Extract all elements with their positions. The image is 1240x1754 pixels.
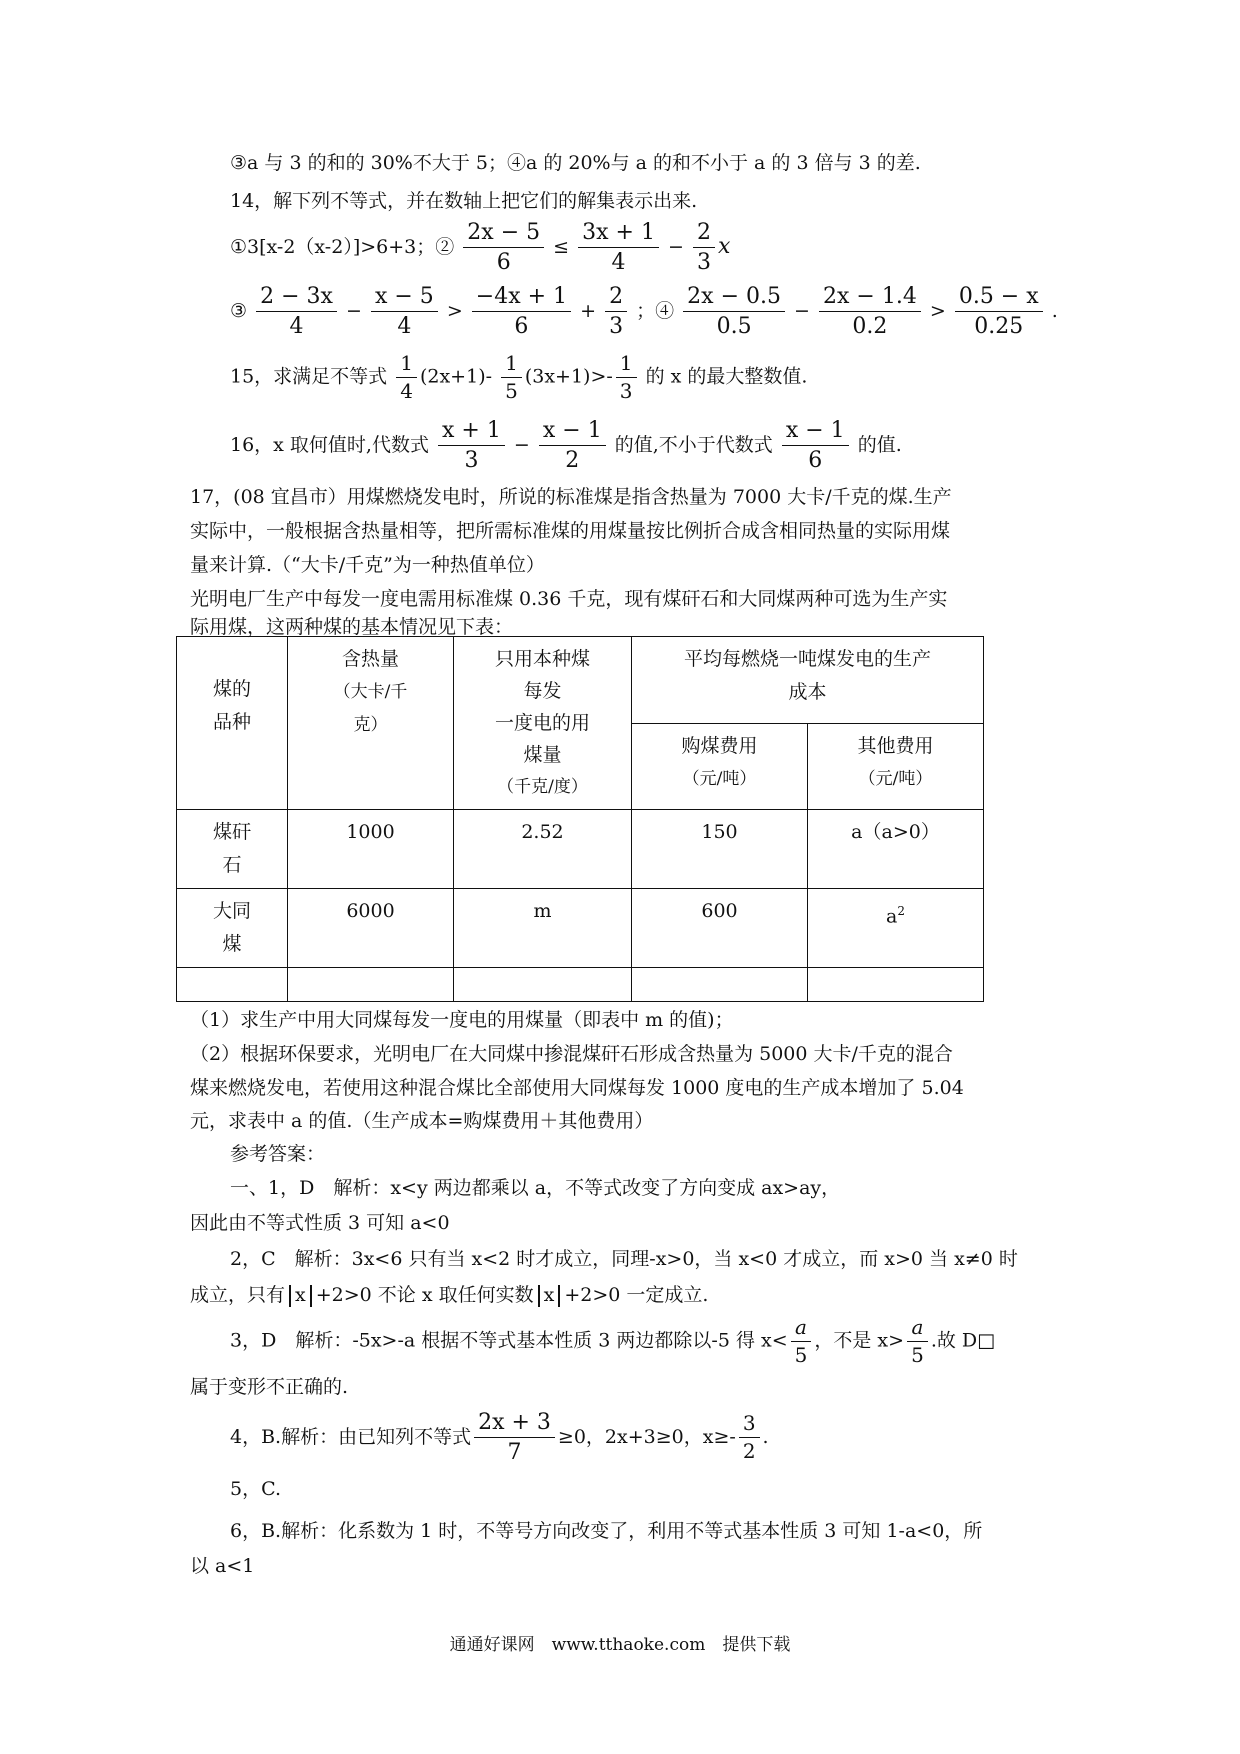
exercise-17-line-1: 17，(08 宜昌市）用煤燃烧发电时，所说的标准煤是指含热量为 7000 大卡/千克的煤.生产	[190, 486, 952, 508]
text: +2>0 一定成立.	[564, 1284, 709, 1306]
fraction	[683, 284, 785, 340]
denominator: 4	[400, 379, 413, 403]
cell-usage: 2.52	[454, 810, 632, 889]
cell-text: 石	[222, 854, 242, 876]
cell-buy-cost: 600	[632, 889, 808, 968]
text: 16，x 取何值时,代数式	[230, 433, 429, 456]
header-coal-kind	[177, 637, 288, 810]
answer-2-line-1: 2，C 解析：3x<6 只有当 x<2 时才成立，同理-x>0，当 x<0 才成立，而 x>0 当 x≠0 时	[230, 1248, 1018, 1270]
empty-cell	[454, 968, 632, 1002]
header-text: （元/吨）	[682, 768, 757, 789]
denominator: 6	[808, 448, 823, 474]
header-buy-cost	[632, 723, 808, 810]
operator: −	[668, 235, 684, 258]
denominator: 0.2	[852, 314, 888, 340]
denominator: 5	[911, 1343, 924, 1367]
numerator: x + 1	[438, 418, 505, 446]
header-text: 克）	[353, 715, 388, 735]
numerator: x − 1	[782, 418, 849, 446]
numerator: 3	[739, 1412, 760, 1438]
cell-text: 煤矸	[212, 821, 251, 843]
numerator: 1	[501, 352, 522, 378]
text: (3x+1)>-	[524, 365, 613, 388]
abs-bar	[289, 1285, 291, 1307]
cell-other-cost: a（a>0）	[808, 810, 984, 889]
table-row-empty	[177, 968, 984, 1002]
numerator: 1	[616, 352, 637, 378]
exercise-16	[230, 418, 902, 474]
fraction	[256, 284, 337, 340]
header-text: 成本	[788, 681, 827, 703]
header-text: 每发	[523, 680, 562, 702]
header-text: 含热量	[341, 648, 399, 670]
denominator: 3	[609, 314, 624, 340]
text: ；④	[636, 299, 675, 322]
denominator: 6	[514, 314, 529, 340]
denominator: 4	[289, 314, 304, 340]
numerator: 2	[693, 220, 715, 248]
operator: +	[580, 299, 597, 322]
question-1: （1）求生产中用大同煤每发一度电的用煤量（即表中 m 的值)；	[190, 1009, 734, 1031]
text: x	[295, 1284, 306, 1306]
exercise-14-row-2	[230, 284, 1058, 340]
denominator: 0.5	[716, 314, 752, 340]
numerator: 2	[605, 284, 627, 312]
header-text: 其他费用	[857, 734, 934, 757]
question-2-line-1: （2）根据环保要求，光明电厂在大同煤中掺混煤矸石形成含热量为 5000 大卡/千克的混合	[190, 1043, 953, 1065]
cell-heat: 6000	[288, 889, 454, 968]
numerator: a	[907, 1316, 928, 1342]
text: ③	[230, 299, 248, 322]
header-text: 购煤费用	[681, 734, 758, 757]
text: 成立，只有	[190, 1284, 286, 1306]
exercise-17-line-3: 量来计算.（“大卡/千克”为一种热值单位）	[190, 554, 545, 576]
fraction	[438, 418, 505, 474]
fraction	[791, 1316, 812, 1367]
table-row	[177, 889, 984, 968]
header-text: 一度电的用	[494, 712, 590, 734]
cell-heat: 1000	[288, 810, 454, 889]
numerator: −4x + 1	[472, 284, 571, 312]
numerator: x − 1	[539, 418, 606, 446]
denominator: 4	[397, 314, 412, 340]
exercise-17-line-4: 光明电厂生产中每发一度电需用标准煤 0.36 千克，现有煤矸石和大同煤两种可选为生产实	[190, 588, 948, 610]
question-2-line-2: 煤来燃烧发电，若使用这种混合煤比全部使用大同煤每发 1000 度电的生产成本增加了 5.04	[190, 1077, 964, 1099]
exercise-15	[230, 352, 807, 403]
table-header-row	[177, 637, 984, 724]
numerator: 2x + 3	[474, 1410, 555, 1438]
numerator: 1	[396, 352, 417, 378]
cell-text: 煤	[222, 933, 242, 955]
fraction	[693, 220, 715, 276]
answer-1-line-1: 一、1，D 解析：x<y 两边都乘以 a，不等式改变了方向变成 ax>ay，	[230, 1177, 841, 1199]
numerator: 2x − 0.5	[683, 284, 785, 312]
numerator: 2 − 3x	[256, 284, 337, 312]
numerator: 2x − 1.4	[819, 284, 921, 312]
fraction	[907, 1316, 928, 1367]
denominator: 0.25	[974, 314, 1024, 340]
exercise-17-line-5: 际用煤，这两种煤的基本情况见下表：	[190, 616, 514, 638]
variable: x	[717, 233, 731, 259]
numerator: a	[791, 1316, 812, 1342]
denominator: 4	[611, 250, 626, 276]
header-other-cost	[808, 723, 984, 810]
text: 15，求满足不等式	[230, 365, 388, 388]
answers-title: 参考答案：	[230, 1143, 326, 1165]
text: .故 D□	[930, 1329, 996, 1352]
fraction	[472, 284, 571, 340]
text: .	[762, 1425, 769, 1448]
header-text: （元/吨）	[858, 768, 933, 789]
exercise-17-line-2: 实际中，一般根据含热量相等，把所需标准煤的用煤量按比例折合成含相同热量的实际用煤	[190, 520, 951, 542]
empty-cell	[632, 968, 808, 1002]
abs-bar	[538, 1285, 540, 1307]
text: .	[1051, 299, 1058, 322]
denominator: 5	[794, 1343, 808, 1367]
fraction	[819, 284, 921, 340]
text: (2x+1)-	[419, 365, 493, 388]
denominator: 2	[742, 1439, 756, 1464]
denominator: 7	[507, 1440, 522, 1466]
abs-bar	[558, 1285, 560, 1307]
answer-2-line-2	[190, 1284, 708, 1307]
operator: >	[446, 299, 463, 322]
operator: ≤	[553, 235, 570, 258]
header-text: （大卡/千	[333, 682, 408, 702]
fraction	[605, 284, 627, 340]
fraction	[474, 1410, 555, 1466]
text: ，不是 x>	[814, 1329, 905, 1352]
numerator: 3x + 1	[578, 220, 659, 248]
text: ≥0，2x+3≥0，x≥-	[557, 1425, 736, 1448]
text: 3，D 解析：-5x>-a 根据不等式基本性质 3 两边都除以-5 得 x<	[230, 1329, 788, 1352]
cell-text: a	[886, 905, 898, 928]
cell-text: 大同	[212, 900, 251, 922]
cell-coal-name	[177, 810, 288, 889]
empty-cell	[808, 968, 984, 1002]
coal-table	[176, 636, 984, 1002]
exercise-14-title: 14，解下列不等式，并在数轴上把它们的解集表示出来.	[230, 190, 698, 212]
header-text: 煤量	[523, 744, 562, 766]
header-text: 品种	[212, 711, 251, 733]
question-2-line-3: 元，求表中 a 的值.（生产成本=购煤费用＋其他费用）	[190, 1110, 654, 1132]
header-text: 平均每燃烧一吨煤发电的生产	[684, 648, 932, 670]
fraction	[501, 352, 522, 403]
fraction	[371, 284, 438, 340]
text: 的值,不小于代数式	[614, 433, 773, 456]
page-footer: 通通好课网 www.tthaoke.com 提供下载	[449, 1635, 791, 1655]
fraction	[782, 418, 849, 474]
empty-cell	[177, 968, 288, 1002]
operator: −	[794, 299, 810, 322]
header-cost	[632, 637, 984, 724]
cell-buy-cost: 150	[632, 810, 808, 889]
text: 的值.	[857, 433, 902, 456]
answer-3-line-2: 属于变形不正确的.	[190, 1376, 349, 1398]
denominator: 6	[496, 250, 511, 276]
fraction	[396, 352, 417, 403]
denominator: 3	[696, 250, 711, 276]
answer-3-line-1	[230, 1316, 995, 1367]
numerator: 2x − 5	[463, 220, 544, 248]
fraction	[578, 220, 659, 276]
header-text: （千克/度）	[497, 777, 588, 797]
answer-5: 5，C.	[230, 1478, 281, 1500]
numerator: 0.5 − x	[955, 284, 1043, 312]
fraction	[616, 352, 637, 403]
fraction	[463, 220, 544, 276]
table-row	[177, 810, 984, 889]
operator: −	[345, 299, 362, 322]
denominator: 3	[464, 448, 479, 474]
superscript: 2	[897, 904, 905, 918]
answer-6-line-2: 以 a<1	[190, 1555, 255, 1577]
header-text: 只用本种煤	[494, 648, 590, 670]
fraction	[539, 418, 606, 474]
answer-4	[230, 1410, 769, 1466]
operator: >	[929, 299, 946, 322]
header-heat	[288, 637, 454, 810]
answer-6-line-1: 6，B.解析：化系数为 1 时，不等号方向改变了，利用不等式基本性质 3 可知 1-a<0，所	[230, 1520, 983, 1542]
cell-usage: m	[454, 889, 632, 968]
text: 的 x 的最大整数值.	[645, 365, 808, 388]
answer-1-line-2: 因此由不等式性质 3 可知 a<0	[190, 1212, 450, 1234]
header-usage	[454, 637, 632, 810]
fraction	[739, 1412, 760, 1463]
cell-coal-name	[177, 889, 288, 968]
operator: −	[513, 433, 530, 456]
header-text: 煤的	[212, 678, 251, 700]
empty-cell	[288, 968, 454, 1002]
denominator: 5	[505, 379, 518, 403]
exercise-13-items: ③a 与 3 的和的 30%不大于 5；④a 的 20%与 a 的和不小于 a 的 3 倍与 3 的差.	[230, 152, 921, 174]
text: ①3[x-2（x-2）]>6+3；②	[230, 235, 455, 258]
denominator: 3	[619, 379, 633, 403]
abs-bar	[310, 1285, 312, 1307]
fraction	[955, 284, 1043, 340]
numerator: x − 5	[371, 284, 438, 312]
cell-other-cost	[808, 889, 984, 968]
text: 4，B.解析：由已知列不等式	[230, 1425, 472, 1448]
text: x	[543, 1284, 555, 1306]
text: +2>0 不论 x 取任何实数	[315, 1284, 534, 1306]
denominator: 2	[565, 448, 580, 474]
exercise-14-row-1	[230, 220, 730, 276]
